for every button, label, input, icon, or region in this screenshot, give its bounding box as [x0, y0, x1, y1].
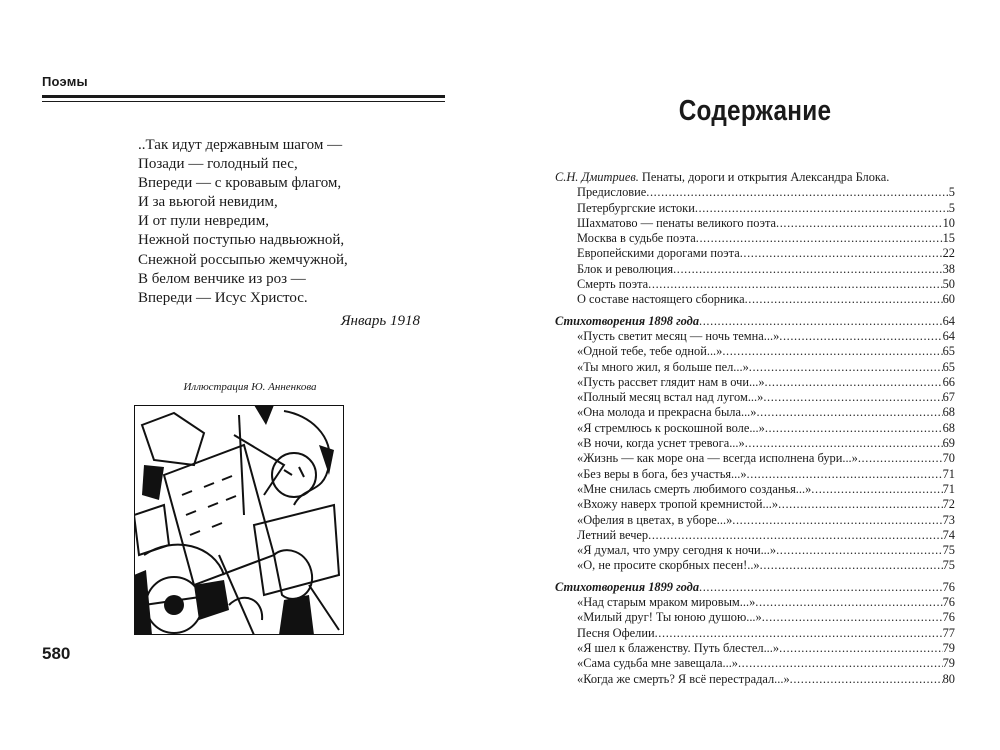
toc-section-heading[interactable]: Стихотворения 1898 года ..... 64: [555, 314, 955, 329]
header-rule-thin: [42, 101, 445, 102]
toc-entry[interactable]: «Полный месяц встал над лугом...» ..... 67: [555, 390, 955, 405]
poem-line: В белом венчике из роз —: [138, 270, 306, 287]
toc-section-1899: [555, 580, 955, 687]
toc-entry[interactable]: «Ты много жил, я больше пел...» ..... 65: [555, 360, 955, 375]
toc-entry[interactable]: «Я думал, что умру сегодня к ночи...» ..... 75: [555, 543, 955, 558]
toc-intro-items: [555, 185, 955, 307]
poem-line: Впереди — Исус Христос.: [138, 289, 308, 306]
toc-entry[interactable]: «Офелия в цветах, в уборе...» ..... 73: [555, 513, 955, 528]
running-head: Поэмы: [42, 74, 88, 89]
header-rule-thick: [42, 95, 445, 98]
toc-entry[interactable]: «Жизнь — как море она — всегда исполнена бури...» ..... 70: [555, 451, 955, 466]
poem-line: ..Так идут державным шагом —: [138, 137, 343, 153]
poem-line: И от пули невредим,: [138, 213, 269, 230]
poem-line: И за вьюгой невидим,: [138, 194, 278, 211]
toc-entry[interactable]: Блок и революция ..... 38: [555, 262, 955, 277]
toc-entry[interactable]: «Сама судьба мне завещала...» ..... 79: [555, 656, 955, 671]
table-of-contents: [555, 170, 955, 687]
poem-date: Январь 1918: [340, 313, 420, 329]
toc-entry[interactable]: «Пусть рассвет глядит нам в очи...» ..... 66: [555, 375, 955, 390]
toc-entry[interactable]: Европейскими дорогами поэта ..... 22: [555, 246, 955, 261]
toc-section-heading[interactable]: Стихотворения 1899 года ..... 76: [555, 580, 955, 595]
toc-intro-author: С.Н. Дмитриев.: [555, 170, 639, 184]
illustration-caption: Иллюстрация Ю. Анненкова: [183, 381, 317, 393]
poem-excerpt: [138, 136, 418, 308]
toc-entry[interactable]: Смерть поэта ..... 50: [555, 277, 955, 292]
poem-line: Нежной поступью надвьюжной,: [138, 232, 345, 249]
toc-intro-title: Пенаты, дороги и открытия Александра Блока.: [638, 170, 890, 184]
toc-entry[interactable]: «Без веры в бога, без участья...» ..... 71: [555, 467, 955, 482]
toc-entry[interactable]: «Мне снилась смерть любимого созданья...» ..... 71: [555, 482, 955, 497]
toc-entry[interactable]: Песня Офелии ..... 77: [555, 626, 955, 641]
toc-section-1898: [555, 314, 955, 574]
toc-entry[interactable]: «Я стремлюсь к роскошной воле...» ..... 68: [555, 421, 955, 436]
annenkov-illustration: [134, 405, 344, 635]
toc-entry[interactable]: О составе настоящего сборника ..... 60: [555, 292, 955, 307]
toc-entry[interactable]: Москва в судьбе поэта ..... 15: [555, 231, 955, 246]
toc-entry[interactable]: «В ночи, когда уснет тревога...» ..... 69: [555, 436, 955, 451]
toc-entry[interactable]: «Она молода и прекрасна была...» ..... 68: [555, 405, 955, 420]
toc-entry[interactable]: «Я шел к блаженству. Путь блестел...» ..... 79: [555, 641, 955, 656]
toc-entry[interactable]: Предисловие ..... 5: [555, 185, 955, 200]
toc-entry[interactable]: «Вхожу наверх тропой кремнистой...» ..... 72: [555, 497, 955, 512]
toc-entry[interactable]: «Над старым мраком мировым...» ..... 76: [555, 595, 955, 610]
toc-entry[interactable]: «Пусть светит месяц — ночь темна...» ..... 64: [555, 329, 955, 344]
toc-entry[interactable]: «О, не просите скорбных песен!..» ..... 75: [555, 558, 955, 573]
poem-line: Снежной россыпью жемчужной,: [138, 251, 348, 268]
toc-intro-heading: [555, 170, 955, 185]
toc-entry[interactable]: «Когда же смерть? Я всё перестрадал...» ..... 80: [555, 672, 955, 687]
toc-entry[interactable]: «Милый друг! Ты юною душою...» ..... 76: [555, 610, 955, 625]
toc-entry[interactable]: Петербургские истоки ..... 5: [555, 201, 955, 216]
toc-title: Содержание: [678, 95, 832, 127]
poem-line: Впереди — с кровавым флагом,: [138, 175, 342, 192]
toc-entry[interactable]: «Одной тебе, тебе одной...» ..... 65: [555, 344, 955, 359]
toc-entry[interactable]: Шахматово — пенаты великого поэта ..... 10: [555, 216, 955, 231]
toc-entry[interactable]: Летний вечер ..... 74: [555, 528, 955, 543]
poem-line: Позади — голодный пес,: [138, 156, 298, 173]
page-number: 580: [42, 644, 71, 663]
